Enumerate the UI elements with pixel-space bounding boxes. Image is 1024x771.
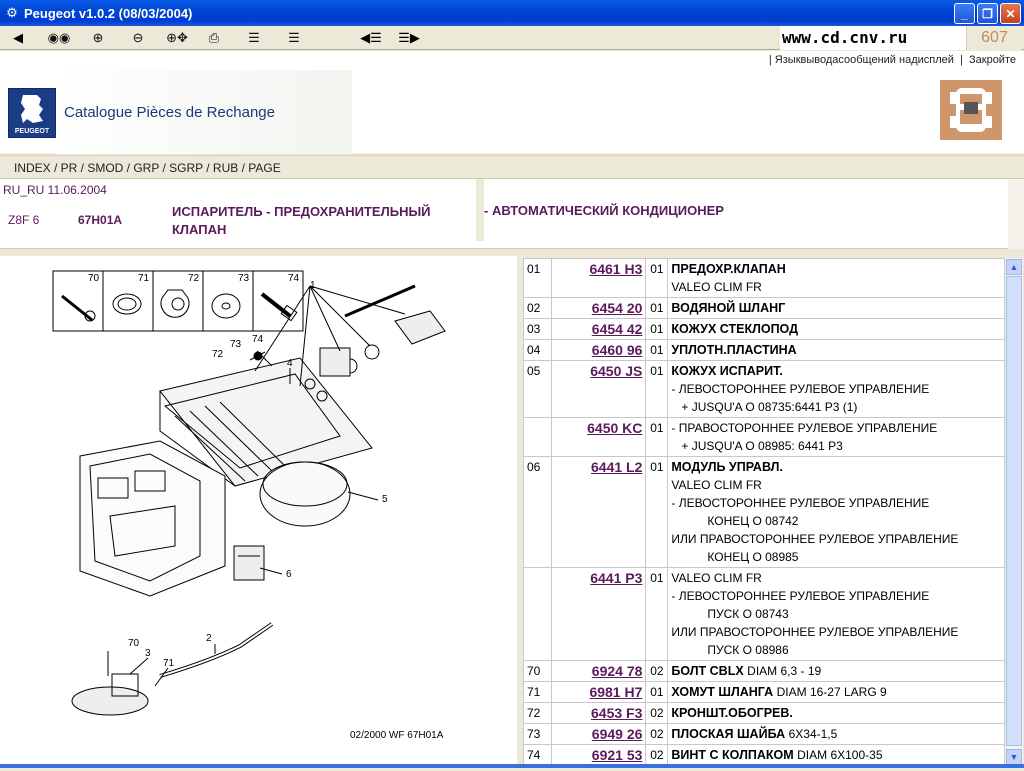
previous-page-icon[interactable]: ◀☰ — [360, 29, 382, 45]
print-icon[interactable]: ⎙ — [208, 29, 220, 45]
part-reference-link[interactable]: 6450 KC — [551, 418, 645, 457]
parts-table — [523, 258, 1005, 768]
car-topview-icon — [940, 80, 1002, 140]
table-row[interactable] — [524, 361, 1005, 418]
part-reference-link[interactable]: 6460 96 — [551, 340, 645, 361]
table-row[interactable] — [524, 703, 1005, 724]
part-description — [668, 418, 1005, 457]
page-code: 67H01A — [78, 213, 123, 227]
quantity: 02 — [646, 661, 668, 682]
table-row[interactable] — [524, 724, 1005, 745]
diagram-caption: 02/2000 WF 67H01A — [350, 730, 444, 741]
part-description — [668, 340, 1005, 361]
table-row[interactable] — [524, 319, 1005, 340]
part-reference-link[interactable]: 6454 42 — [551, 319, 645, 340]
description-line: КОНЕЦ O 08742 — [707, 514, 799, 528]
description-line: ВИНТ С КОЛПАКОМ DIAM 6X100-35 — [671, 748, 883, 762]
part-reference-link[interactable]: 6921 53 — [551, 745, 645, 766]
close-link[interactable]: Закройте — [969, 54, 1016, 66]
header-links: | Языквыводасообщений надисплей | Закройте — [768, 54, 1016, 66]
callout-73b: 73 — [230, 339, 242, 350]
title-bar — [0, 0, 1024, 26]
part-description — [668, 682, 1005, 703]
lion-icon — [9, 89, 55, 137]
window-title: Peugeot v1.0.2 (08/03/2004) — [24, 5, 193, 21]
part-description — [668, 724, 1005, 745]
callout-4: 4 — [287, 358, 293, 369]
callout-74: 74 — [288, 273, 300, 284]
description-line: ИЛИ ПРАВОСТОРОННЕЕ РУЛЕВОЕ УПРАВЛЕНИЕ — [671, 625, 959, 639]
part-description — [668, 319, 1005, 340]
scroll-down-icon[interactable]: ▼ — [1006, 749, 1022, 765]
quantity: 01 — [646, 418, 668, 457]
description-line: БОЛТ CBLX DIAM 6,3 - 19 — [671, 664, 822, 678]
quantity: 01 — [646, 340, 668, 361]
part-dimension: DIAM 16-27 LARG 9 — [776, 685, 887, 699]
part-reference-link[interactable]: 6949 26 — [551, 724, 645, 745]
table-row[interactable] — [524, 457, 1005, 568]
quantity: 01 — [646, 568, 668, 661]
description-line: ПУСК O 08743 — [707, 607, 789, 621]
item-number: 02 — [524, 298, 552, 319]
window-controls — [954, 3, 1021, 24]
list-view-icon[interactable]: ☰ — [248, 29, 260, 45]
description-line: - ПРАВОСТОРОННЕЕ РУЛЕВОЕ УПРАВЛЕНИЕ — [671, 421, 938, 435]
info-panel — [0, 179, 1024, 249]
quantity: 02 — [646, 745, 668, 766]
quantity: 01 — [646, 361, 668, 418]
close-button[interactable]: ✕ — [1000, 3, 1021, 24]
info-divider — [476, 179, 484, 241]
part-description — [668, 259, 1005, 298]
callout-71b: 71 — [163, 658, 175, 669]
catalog-title: Catalogue Pièces de Rechange — [64, 104, 275, 121]
app-icon: ⚙ — [6, 5, 18, 20]
breadcrumb — [0, 155, 1024, 179]
part-reference-link[interactable]: 6450 JS — [551, 361, 645, 418]
description-line: УПЛОТН.ПЛАСТИНА — [671, 343, 797, 357]
callout-3: 3 — [145, 648, 151, 659]
scroll-up-icon[interactable]: ▲ — [1006, 259, 1022, 275]
list-view-2-icon[interactable]: ☰ — [288, 29, 300, 45]
parts-diagram[interactable] — [0, 256, 517, 768]
part-reference-link[interactable]: 6441 P3 — [551, 568, 645, 661]
table-row[interactable] — [524, 661, 1005, 682]
table-row[interactable] — [524, 568, 1005, 661]
table-row[interactable] — [524, 745, 1005, 766]
description-line: ВОДЯНОЙ ШЛАНГ — [671, 301, 786, 315]
item-number: 70 — [524, 661, 552, 682]
part-dimension: DIAM 6X100-35 — [797, 748, 883, 762]
breadcrumb-text[interactable]: INDEX / PR / SMOD / GRP / SGRP / RUB / PAGE — [14, 161, 281, 175]
item-number: 73 — [524, 724, 552, 745]
zoom-in-icon[interactable]: ⊕ — [92, 29, 104, 45]
toolbar — [0, 26, 1024, 50]
section-subtitle: - АВТОМАТИЧЕСКИЙ КОНДИЦИОНЕР — [484, 203, 724, 218]
table-row[interactable] — [524, 418, 1005, 457]
exploded-view-drawing — [0, 256, 517, 768]
item-number: 05 — [524, 361, 552, 418]
table-row[interactable] — [524, 298, 1005, 319]
callout-2: 2 — [206, 633, 212, 644]
description-line: КОЖУХ СТЕКЛОПОД — [671, 322, 799, 336]
description-line: VALEO CLIM FR — [671, 571, 762, 585]
part-description — [668, 457, 1005, 568]
part-reference-link[interactable]: 6453 F3 — [551, 703, 645, 724]
item-number: 04 — [524, 340, 552, 361]
callout-5: 5 — [382, 494, 388, 505]
vehicle-code: Z8F 6 — [8, 213, 40, 227]
part-reference-link[interactable]: 6454 20 — [551, 298, 645, 319]
callout-72: 72 — [188, 273, 200, 284]
quantity: 01 — [646, 457, 668, 568]
zoom-out-icon[interactable]: ⊖ — [132, 29, 144, 45]
callout-1: 1 — [310, 280, 316, 291]
description-line: ПЛОСКАЯ ШАЙБА 6X34-1,5 — [671, 727, 838, 741]
description-line: - ЛЕВОСТОРОННЕЕ РУЛЕВОЕ УПРАВЛЕНИЕ — [671, 382, 930, 396]
callout-70: 70 — [88, 273, 100, 284]
catalog-date: RU_RU 11.06.2004 — [3, 183, 107, 197]
part-reference-link[interactable]: 6924 78 — [551, 661, 645, 682]
item-number: 01 — [524, 259, 552, 298]
zoom-move-icon[interactable]: ⊕✥ — [166, 29, 188, 45]
site-url: www.cd.cnv.ru — [780, 26, 966, 50]
description-line: - ЛЕВОСТОРОННЕЕ РУЛЕВОЕ УПРАВЛЕНИЕ — [671, 589, 930, 603]
part-description — [668, 568, 1005, 661]
callout-73: 73 — [238, 273, 250, 284]
table-row[interactable] — [524, 682, 1005, 703]
part-description — [668, 703, 1005, 724]
description-line: КРОНШТ.ОБОГРЕВ. — [671, 706, 793, 720]
description-line: VALEO CLIM FR — [671, 280, 762, 294]
callout-70b: 70 — [128, 638, 140, 649]
item-number — [524, 568, 552, 661]
info-scrollbar[interactable] — [1008, 179, 1024, 249]
item-number: 06 — [524, 457, 552, 568]
part-reference-link[interactable]: 6981 H7 — [551, 682, 645, 703]
item-number: 74 — [524, 745, 552, 766]
item-number: 72 — [524, 703, 552, 724]
part-description — [668, 661, 1005, 682]
description-line: ПРЕДОХР.КЛАПАН — [671, 262, 786, 276]
description-line: - ЛЕВОСТОРОННЕЕ РУЛЕВОЕ УПРАВЛЕНИЕ — [671, 496, 930, 510]
car-thumbnail[interactable] — [940, 80, 1002, 140]
part-dimension: DIAM 6,3 - 19 — [747, 664, 822, 678]
next-page-icon[interactable]: ☰▶ — [398, 29, 420, 45]
description-line: ПУСК O 08986 — [707, 643, 789, 657]
table-row[interactable] — [524, 340, 1005, 361]
description-line: + JUSQU'A O 08985: 6441 P3 — [681, 439, 843, 453]
item-number: 71 — [524, 682, 552, 703]
description-line: ИЛИ ПРАВОСТОРОННЕЕ РУЛЕВОЕ УПРАВЛЕНИЕ — [671, 532, 959, 546]
part-description — [668, 298, 1005, 319]
back-arrow-icon[interactable]: ◀ — [13, 29, 23, 45]
description-line: МОДУЛЬ УПРАВЛ. — [671, 460, 783, 474]
table-row[interactable] — [524, 259, 1005, 298]
page-number: 607 — [966, 26, 1022, 50]
callout-72b: 72 — [212, 349, 224, 360]
item-number: 03 — [524, 319, 552, 340]
callout-74b: 74 — [252, 334, 264, 345]
callout-6: 6 — [286, 569, 292, 580]
description-line: КОНЕЦ O 08985 — [707, 550, 799, 564]
description-line: КОЖУХ ИСПАРИТ. — [671, 364, 783, 378]
section-title: ИСПАРИТЕЛЬ - ПРЕДОХРАНИТЕЛЬНЫЙ КЛАПАН — [172, 204, 431, 237]
part-description — [668, 361, 1005, 418]
catalog-banner — [56, 70, 352, 154]
callout-71: 71 — [138, 273, 150, 284]
binoculars-icon[interactable]: ◉◉ — [47, 29, 71, 45]
minimize-button[interactable]: _ — [954, 3, 975, 24]
quantity: 01 — [646, 319, 668, 340]
quantity: 01 — [646, 682, 668, 703]
description-line: VALEO CLIM FR — [671, 478, 762, 492]
quantity: 02 — [646, 703, 668, 724]
peugeot-logo — [8, 88, 56, 138]
part-reference-link[interactable]: 6461 H3 — [551, 259, 645, 298]
part-description — [668, 745, 1005, 766]
part-dimension: 6X34-1,5 — [788, 727, 838, 741]
part-reference-link[interactable]: 6441 L2 — [551, 457, 645, 568]
maximize-button[interactable]: ❐ — [977, 3, 998, 24]
parts-table-body — [524, 259, 1005, 766]
description-line: ХОМУТ ШЛАНГА DIAM 16-27 LARG 9 — [671, 685, 887, 699]
description-line: + JUSQU'A O 08735:6441 P3 (1) — [681, 400, 858, 414]
item-number — [524, 418, 552, 457]
svg-text:PEUGEOT: PEUGEOT — [14, 128, 50, 135]
scroll-thumb[interactable] — [1006, 276, 1022, 746]
language-link[interactable]: Языквыводасообщений надисплей — [774, 54, 954, 66]
taskbar-edge — [0, 764, 1024, 768]
parts-scrollbar[interactable] — [1005, 258, 1023, 768]
quantity: 01 — [646, 298, 668, 319]
quantity: 02 — [646, 724, 668, 745]
quantity: 01 — [646, 259, 668, 298]
